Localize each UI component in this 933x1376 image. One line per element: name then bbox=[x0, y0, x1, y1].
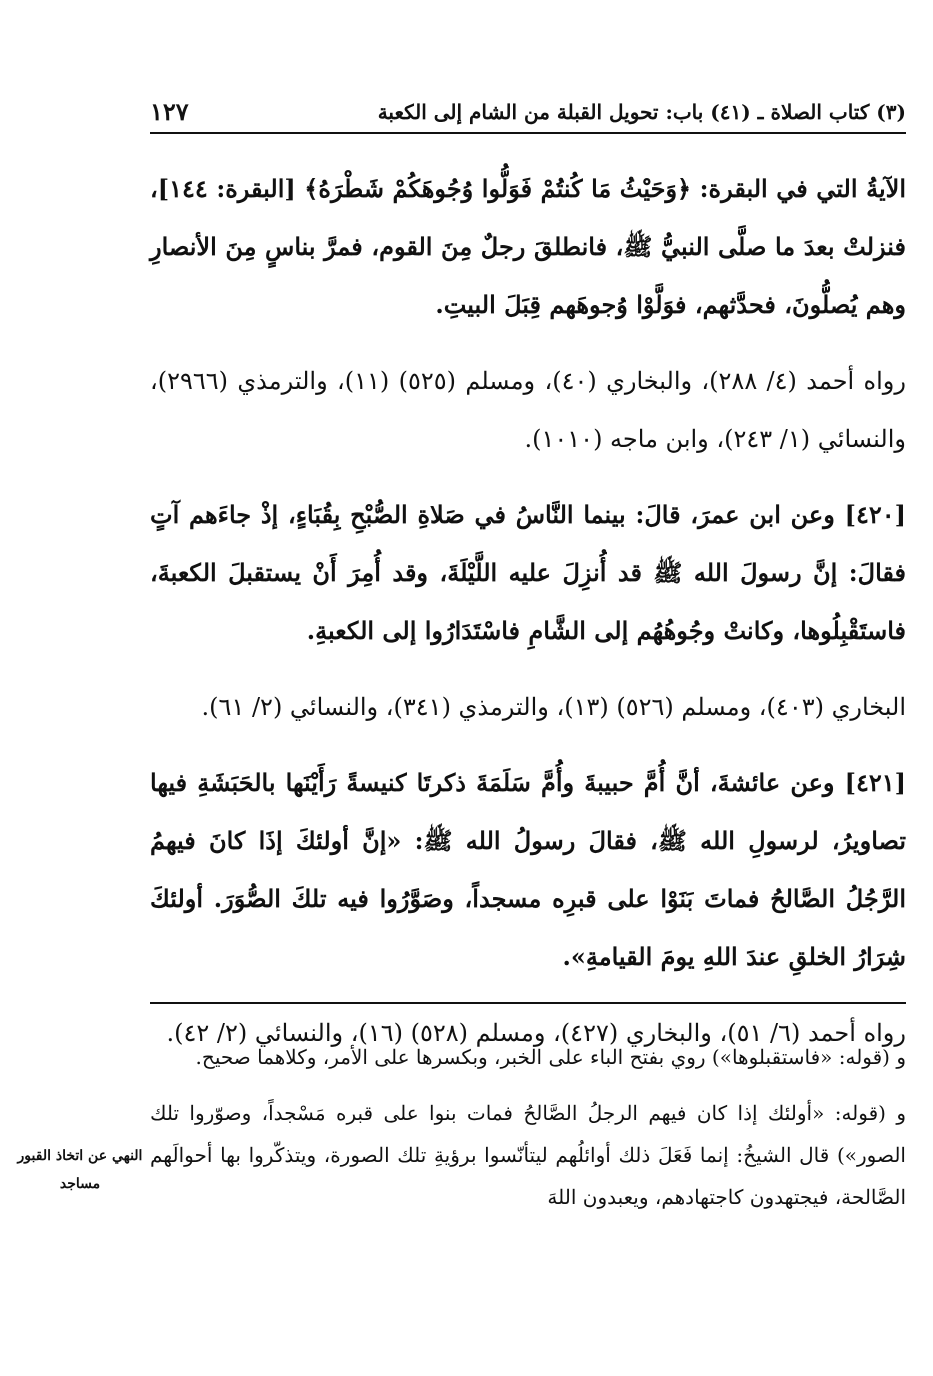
source-citation: البخاري (٤٠٣)، ومسلم (٥٢٦) (١٣)، والترمذي (٣٤١)، والنسائي (٢/ ٦١). bbox=[201, 693, 906, 721]
hadith-420: [٤٢٠] وعن ابن عمرَ، قالَ: بينما النَّاسُ في صَلاةِ الصُّبْحِ بِقُبَاءٍ، إذْ جاءَهم آتٍ فقالَ: إنَّ رسولَ الله ﷺ قد أُنزِلَ عليه اللَّيْلَةَ، وقد أُمِرَ أَنْ يستقبلَ الكعبةَ، فاستَقْبِلُوها، وكانتْ وجُوهُهُم إلى الشَّامِ فاسْتَدَارُوا إلى الكعبةِ. bbox=[150, 500, 906, 645]
hadith-421: [٤٢١] وعن عائشةَ، أنَّ أُمَّ حبيبةَ وأُمَّ سَلَمَةَ ذكرتَا كنيسةً رَأَيْنَها بالحَبَشَةِ فيها تصاويرُ، لرسولِ الله ﷺ، فقالَ رسولُ الله ﷺ: «إنَّ أولئكَ إذَا كانَ فيهمُ الرَّجُلُ الصَّالحُ فماتَ بَنَوْا على قبرِه مسجداً، وصَوَّرُوا فيه تلكَ الصُّوَرَ. أولئكَ شِرَارُ الخلقِ عندَ اللهِ يومَ القيامةِ». bbox=[150, 768, 906, 971]
footnote: و (قوله: «أولئك إذا كان فيهم الرجلُ الصَّالحُ فمات بنوا على قبره مَسْجداً، وصوّروا تلك الصور») قال الشيخُ: إنما فَعَلَ ذلك أوائلُهم ليتأنّسوا برؤيةِ تلك الصورة، ويتذكّروا بها أحوالَهم الصَّالحة، فيجتهدون كاجتهادهم، ويعبدون اللهَ bbox=[150, 1101, 906, 1209]
page-number: ١٢٧ bbox=[150, 97, 189, 126]
page-header bbox=[150, 92, 906, 134]
footnote-separator bbox=[150, 1002, 906, 1004]
source-citation: رواه أحمد (٤/ ٢٨٨)، والبخاري (٤٠)، ومسلم (٥٢٥) (١١)، والترمذي (٢٩٦٦)، والنسائي (١/ ٢٤٣)، وابن ماجه (١٠١٠). bbox=[150, 367, 906, 453]
source-citation: رواه أحمد (٦/ ٥١)، والبخاري (٤٢٧)، ومسلم (٥٢٨) (١٦)، والنسائي (٢/ ٤٢). bbox=[166, 1019, 906, 1047]
footnote: و (قوله: «فاستقبلوها») روي بفتح الباء على الخبر، وبكسرها على الأمر، وكلاهما صحيح. bbox=[195, 1045, 906, 1069]
running-title: (٣) كتاب الصلاة ـ (٤١) باب: تحويل القبلة من الشام إلى الكعبة bbox=[377, 100, 906, 124]
footnotes bbox=[150, 1036, 906, 1232]
margin-note: النهي عن اتخاذ القبور مساجد bbox=[17, 1148, 143, 1192]
main-text bbox=[150, 160, 906, 1080]
verse-paragraph: الآيةُ التي في البقرة: ﴿وَحَيْثُ مَا كُنتُمْ فَوَلُّوا وُجُوهَكُمْ شَطْرَهُ﴾ [البقرة: ١٤٤]، فنزلتْ بعدَ ما صلَّى النبيُّ ﷺ، فانطلقَ رجلٌ مِنَ القوم، فمرَّ بناسٍ مِنَ الأنصارِ وهم يُصلُّونَ، فحدَّثهم، فوَلَّوْا وُجوهَهم قِبَلَ البيتِ. bbox=[150, 174, 906, 319]
